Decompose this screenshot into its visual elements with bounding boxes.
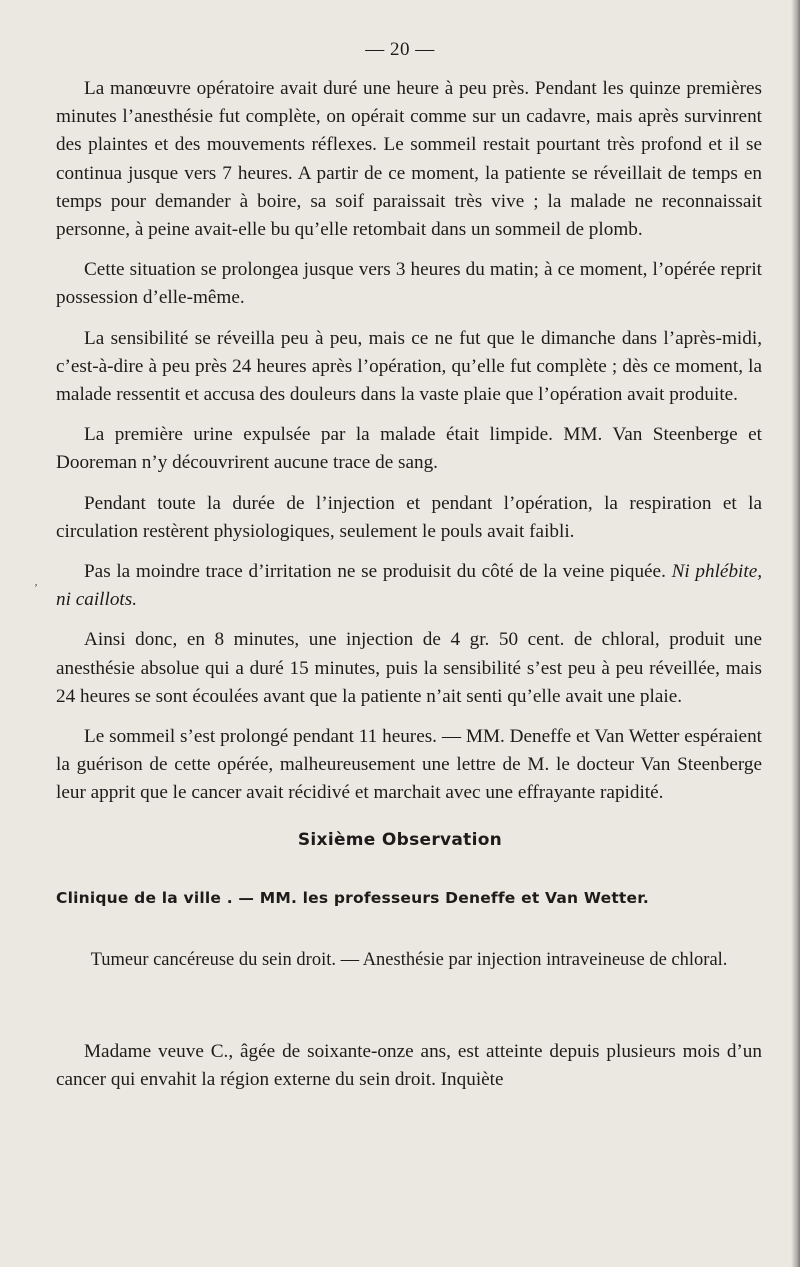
paragraph-operation-duration: La manœuvre opératoire avait duré une heure à peu près. Pendant les quinze premières minutes l’anesthésie fut complète, on opérait comme sur un cadavre, mais après survinrent des plaintes et des mouvements réflexes. Le sommeil restait pourtant très profond et il se continua jusque vers 7 heures. A partir de ce moment, la patiente se réveillait de temps en temps pour demander à boire, sa soif paraissait très vive ; la malade ne reconnaissait personne, à peine avait-elle bu qu’elle retombait dans un sommeil de plomb. bbox=[56, 78, 762, 241]
paragraph-situation: Cette situation se prolongea jusque vers 3 heures du matin; à ce moment, l’opérée reprit possession d’elle-même. bbox=[56, 259, 762, 309]
margin-mark: ʼ bbox=[34, 581, 38, 595]
clinic-heading: Clinique de la ville . — MM. les professeurs Deneffe et Van Wetter. bbox=[56, 889, 649, 907]
paragraph-urine: La première urine expulsée par la malade était limpide. MM. Van Steenberge et Dooreman n’y découvrirent aucune trace de sang. bbox=[56, 424, 762, 474]
paragraph-sensibility: La sensibilité se réveilla peu à peu, mais ce ne fut que le dimanche dans l’après-midi, c’est-à-dire à peu près 24 heures après l’opération, qu’elle fut complète ; dès ce moment, la malade ressentit et accusa des douleurs dans la vaste plaie que l’opération avait produite. bbox=[56, 327, 762, 406]
paragraph-sleep: Le sommeil s’est prolongé pendant 11 heures. — MM. Deneffe et Van Wetter espéraient la guérison de cette opérée, malheureusement une lettre de M. le docteur Van Steenberge leur apprit que le cancer avait récidivé et marchait avec une effrayante rapidité. bbox=[56, 726, 762, 804]
final-text bbox=[56, 1038, 762, 1106]
irritation-italic: Ni phlébite, ni caillots. bbox=[56, 561, 763, 611]
section-title: Sixième Observation bbox=[297, 830, 503, 850]
paragraph-summary: Ainsi donc, en 8 minutes, une injection de 4 gr. 50 cent. de chloral, produit une anesthésie absolue qui a duré 15 minutes, puis la sensibilité s’est peu à peu réveillée, mais 24 heures se sont écoulées avant que la patiente n’ait senti qu’elle avait une plaie. bbox=[56, 629, 762, 707]
paragraph-patient: Madame veuve C., âgée de soixante-onze ans, est atteinte depuis plusieurs mois d’un cancer qui envahit la région externe du sein droit. Inquiète bbox=[56, 1041, 762, 1091]
case-subject: Tumeur cancéreuse du sein droit. — Anesthésie par injection intraveineuse de chloral. bbox=[90, 950, 728, 970]
body-text bbox=[56, 75, 762, 820]
paragraph-respiration: Pendant toute la durée de l’injection et pendant l’opération, la respiration et la circulation restèrent physiologiques, seulement le pouls avait faibli. bbox=[56, 492, 762, 542]
irritation-text: Pas la moindre trace d’irritation ne se produisit du côté de la veine piquée. bbox=[84, 561, 666, 583]
page-edge-shadow bbox=[791, 0, 800, 1267]
paragraph-irritation bbox=[56, 558, 762, 614]
page-number: — 20 — bbox=[365, 39, 435, 60]
